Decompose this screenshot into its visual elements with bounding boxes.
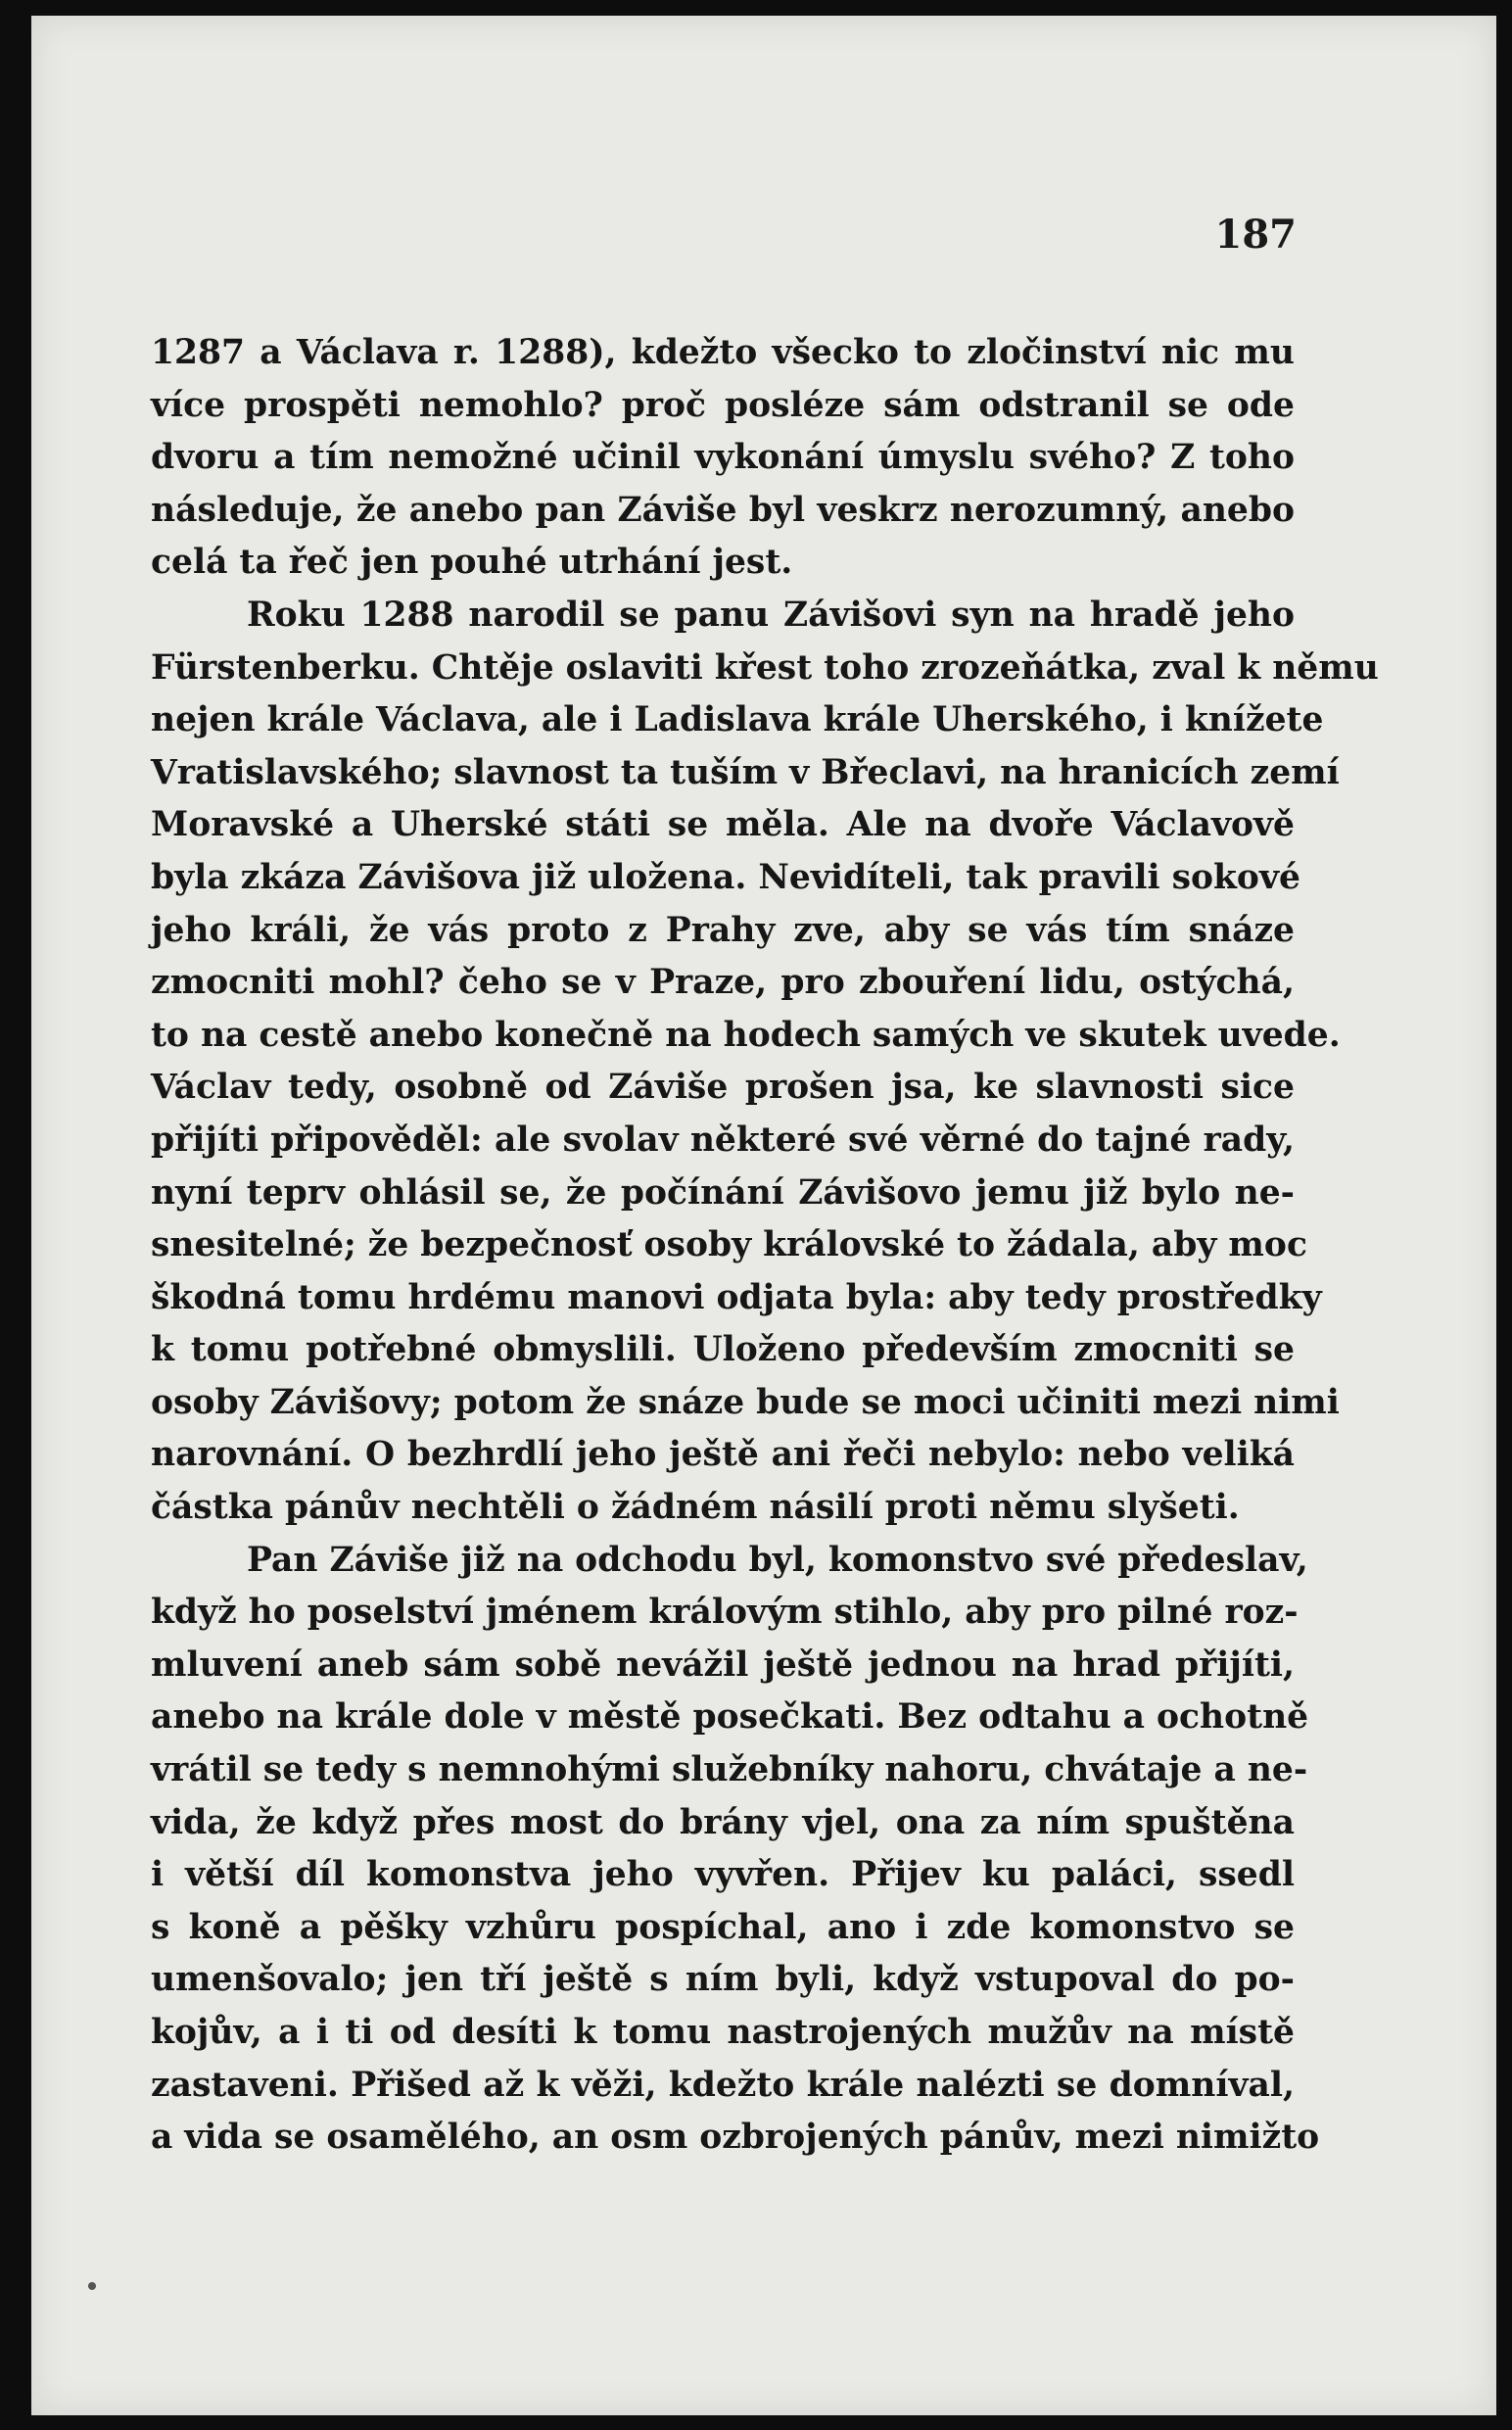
text-line: dvoru a tím nemožné učinil vykonání úmyslu svého? Z toho: [151, 438, 1295, 478]
text-line: Fürstenberku. Chtěje oslaviti křest toho zrozeňátka, zval k němu: [151, 647, 1379, 688]
text-line: částka pánův nechtěli o žádném násilí proti němu slyšeti.: [151, 1488, 1240, 1528]
text-line: zmocniti mohl? čeho se v Praze, pro zbouření lidu, ostýchá,: [151, 963, 1295, 1003]
text-line: narovnání. O bezhrdlí jeho ještě ani řeči nebylo: nebo veliká: [151, 1435, 1295, 1475]
text-line: nyní teprv ohlásil se, že počínání Závišovo jemu již bylo ne-: [151, 1172, 1295, 1213]
text-line: vrátil se tedy s nemnohými služebníky nahoru, chvátaje a ne-: [151, 1750, 1308, 1790]
text-line: když ho poselství jménem královým stihlo, aby pro pilné roz-: [151, 1593, 1299, 1633]
text-line: vida, že když přes most do brány vjel, ona za ním spuštěna: [151, 1802, 1295, 1842]
body-text: [151, 327, 1379, 2165]
text-line: Václav tedy, osobně od Záviše prošen jsa, ke slavnosti sice: [151, 1068, 1295, 1108]
text-line: Moravské a Uherské státi se měla. Ale na dvoře Václavově: [151, 805, 1295, 845]
text-line: přijíti připověděl: ale svolav některé své věrné do tajné rady,: [151, 1120, 1295, 1160]
text-line: více prospěti nemohlo? proč posléze sám odstranil se ode: [151, 385, 1295, 425]
text-line: jeho králi, že vás proto z Prahy zve, aby se vás tím snáze: [151, 910, 1295, 950]
text-line: snesitelné; že bezpečnosť osoby královské to žádala, aby moc: [151, 1225, 1307, 1265]
text-line: škodná tomu hrdému manovi odjata byla: aby tedy prostředky: [151, 1277, 1322, 1317]
text-line: 1287 a Václava r. 1288), kdežto všecko to zločinství nic mu: [151, 333, 1295, 372]
text-line: k tomu potřebné obmyslili. Uloženo především zmocniti se: [151, 1330, 1295, 1370]
page-number: 187: [1214, 212, 1297, 258]
text-line: a vida se osamělého, an osm ozbrojených pánův, mezi nimižto: [151, 2118, 1320, 2158]
text-line: s koně a pěšky vzhůru pospíchal, ano i zde komonstvo se: [151, 1907, 1295, 1947]
text-line: následuje, že anebo pan Záviše byl veskrz nerozumný, anebo: [151, 490, 1295, 530]
text-line: Roku 1288 narodil se panu Závišovi syn na hradě jeho: [247, 595, 1295, 635]
text-line: Vratislavského; slavnost ta tuším v Břeclavi, na hranicích zemí: [151, 752, 1340, 792]
paper-speck: [88, 2282, 96, 2290]
text-line: Pan Záviše již na odchodu byl, komonstvo své předeslav,: [247, 1540, 1308, 1580]
book-page: [31, 16, 1496, 2415]
text-line: osoby Závišovy; potom že snáze bude se moci učiniti mezi nimi: [151, 1382, 1340, 1422]
text-line: kojův, a i ti od desíti k tomu nastrojených mužův na místě: [151, 2013, 1295, 2052]
text-line: nejen krále Václava, ale i Ladislava krále Uherského, i knížete: [151, 700, 1324, 740]
text-line: mluvení aneb sám sobě nevážil ještě jednou na hrad přijíti,: [151, 1644, 1295, 1685]
text-line: i větší díl komonstva jeho vyvřen. Přijev ku paláci, ssedl: [151, 1855, 1295, 1895]
text-line: celá ta řeč jen pouhé utrhání jest.: [151, 543, 793, 583]
text-line: anebo na krále dole v městě posečkati. Bez odtahu a ochotně: [151, 1697, 1309, 1738]
text-line: byla zkáza Závišova již uložena. Nevidíteli, tak pravili sokové: [151, 857, 1300, 897]
text-line: to na cestě anebo konečně na hodech samých ve skutek uvede.: [151, 1015, 1341, 1055]
text-line: zastaveni. Přišed až k věži, kdežto krále nalézti se domníval,: [151, 2065, 1295, 2105]
text-line: umenšovalo; jen tří ještě s ním byli, když vstupoval do po-: [151, 1960, 1295, 2000]
